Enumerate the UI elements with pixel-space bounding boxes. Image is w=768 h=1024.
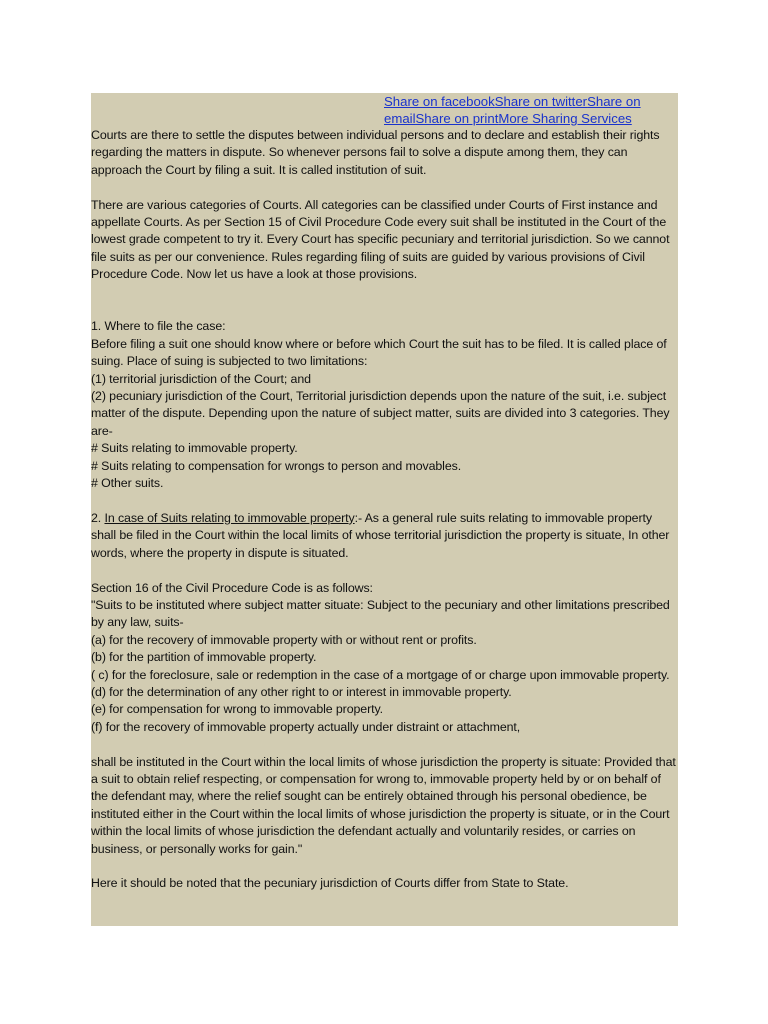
- section-16-heading: Section 16 of the Civil Procedure Code is as follows:: [91, 580, 373, 595]
- clause-c: ( c) for the foreclosure, sale or redemption in the case of a mortgage of or charge upon immovable property.: [91, 667, 670, 682]
- share-print-link[interactable]: Share on print: [415, 111, 499, 126]
- clause-a: (a) for the recovery of immovable property with or without rent or profits.: [91, 632, 477, 647]
- clause-b: (b) for the partition of immovable property.: [91, 650, 317, 665]
- article-body: [91, 127, 678, 893]
- spacer: [91, 562, 678, 579]
- section-2-number: 2.: [91, 510, 105, 525]
- section-16-closing: shall be instituted in the Court within the local limits of whose jurisdiction the property is situate: Provided that a suit to obtain relief respecting, or compensation for wrong to, immovable property held by or on behalf of the defendant may, where the relief sought can be entirely obtained through his personal obedience, be instituted either in the Court within the local limits of whose jurisdiction the property is situate, or in the Court within the local limits of whose jurisdiction the defendant actually and voluntarily resides, or carries on business, or personally works for gain.": [91, 754, 676, 856]
- spacer: [91, 493, 678, 510]
- more-sharing-services-link[interactable]: More Sharing Services: [498, 111, 632, 126]
- share-facebook-link[interactable]: Share on facebook: [384, 94, 495, 109]
- clause-e: (e) for compensation for wrong to immovable property.: [91, 702, 383, 717]
- share-email-link[interactable]: Share on email: [384, 94, 641, 126]
- spacer: [91, 736, 678, 753]
- spacer: [91, 858, 678, 875]
- share-twitter-link[interactable]: Share on twitter: [494, 94, 588, 109]
- intro-paragraph-1: Courts are there to settle the disputes between individual persons and to declare and establish their rights regarding the matters in dispute. So whenever persons fail to solve a dispute among them, they can approach the Court by filing a suit. It is called institution of suit.: [91, 128, 660, 177]
- section-2-text: :- As a general rule suits relating to immovable property shall be filed in the Court within the local limits of whose territorial jurisdiction the property is situate, In other words, where the property in dispute is situated.: [91, 510, 670, 560]
- intro-paragraph-2: There are various categories of Courts. All categories can be classified under Courts of First instance and appellate Courts. As per Section 15 of Civil Procedure Code every suit shall be instituted in the Court of the lowest grade competent to try it. Every Court has specific pecuniary and territorial jurisdiction. So we cannot file suits as per our convenience. Rules regarding filing of suits are guided by various provisions of Civil Procedure Code. Now let us have a look at those provisions.: [91, 197, 670, 282]
- limitation-item-1: (1) territorial jurisdiction of the Court; and: [91, 371, 311, 386]
- spacer: [91, 284, 678, 319]
- pecuniary-note: Here it should be noted that the pecuniary jurisdiction of Courts differ from State to State.: [91, 876, 569, 891]
- section-16-quote-intro: "Suits to be instituted where subject matter situate: Subject to the pecuniary and other limitations prescribed by any law, suits-: [91, 597, 670, 630]
- clause-f: (f) for the recovery of immovable property actually under distraint or attachment,: [91, 719, 521, 734]
- section-2-paragraph: [91, 510, 678, 562]
- clause-d: (d) for the determination of any other right to or interest in immovable property.: [91, 684, 512, 699]
- section-1-text: Before filing a suit one should know where or before which Court the suit has to be filed. It is called place of suing. Place of suing is subjected to two limitations:: [91, 336, 667, 369]
- limitation-item-2: (2) pecuniary jurisdiction of the Court, Territorial jurisdiction depends upon the nature of the suit, i.e. subject matter of the dispute. Depending upon the nature of subject matter, suits are divided into 3 categories. They are-: [91, 389, 670, 438]
- immovable-property-link[interactable]: In case of Suits relating to immovable property: [104, 510, 355, 525]
- suit-category-3: # Other suits.: [91, 476, 164, 491]
- suit-category-2: # Suits relating to compensation for wrongs to person and movables.: [91, 458, 462, 473]
- section-1-heading: 1. Where to file the case:: [91, 319, 226, 334]
- share-bar: [384, 93, 674, 127]
- spacer: [91, 179, 678, 196]
- suit-category-1: # Suits relating to immovable property.: [91, 441, 298, 456]
